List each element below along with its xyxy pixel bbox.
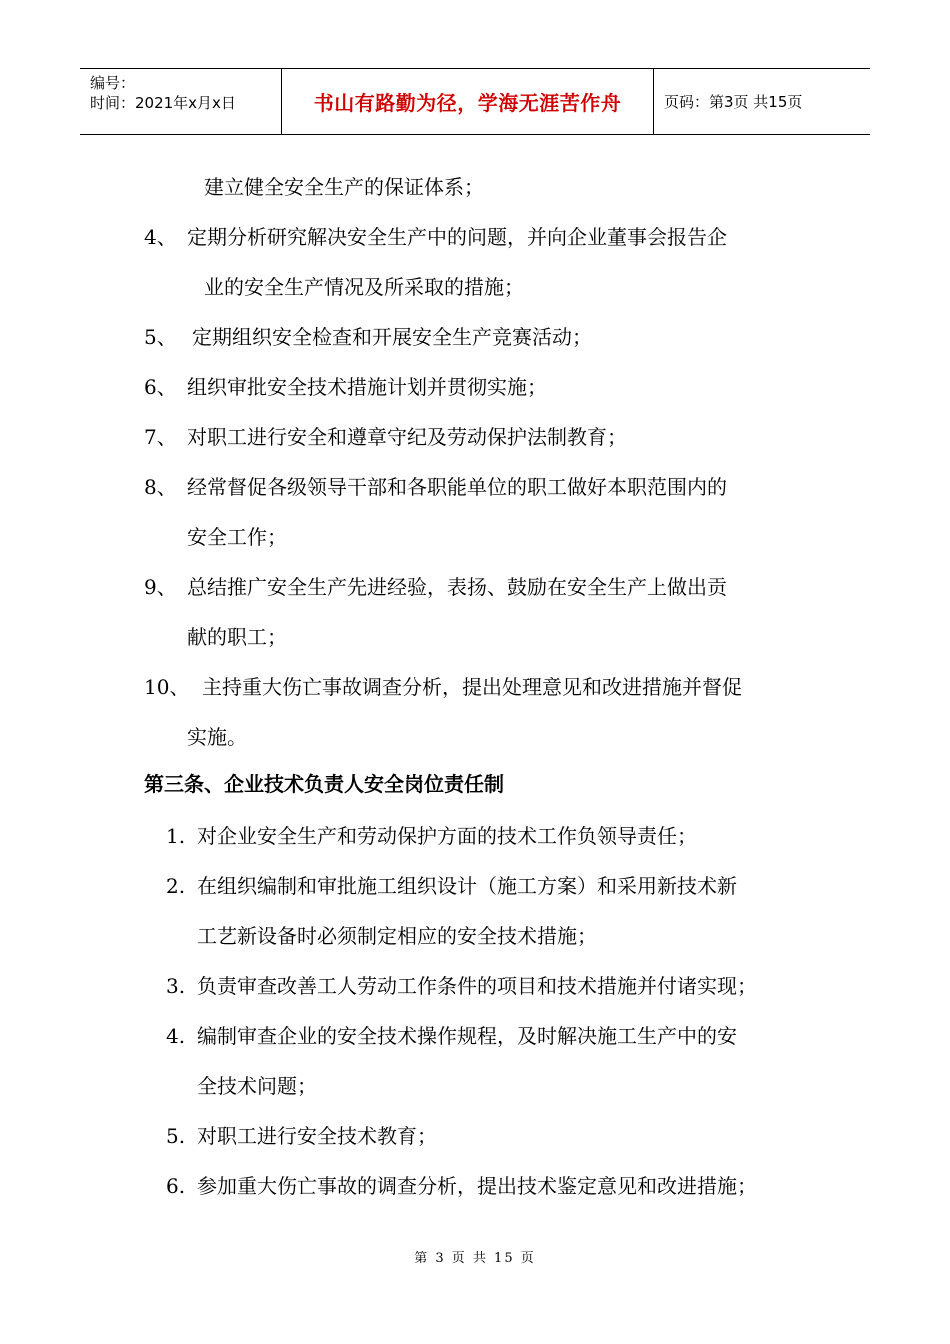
list-item-number: 4、 bbox=[144, 225, 177, 249]
header-page-info: 页码：第3页 共15页 bbox=[664, 93, 803, 111]
list-item-text: 总结推广安全生产先进经验，表扬、鼓励在安全生产上做出贡 bbox=[187, 575, 727, 599]
list-item-text: 全技术问题； bbox=[197, 1074, 317, 1098]
header-motto: 书山有路勤为径，学海无涯苦作舟 bbox=[313, 91, 622, 115]
list-item-number: 4. bbox=[166, 1024, 186, 1048]
list-item-text: 工艺新设备时必须制定相应的安全技术措施； bbox=[197, 924, 597, 948]
list-item-text: 业的安全生产情况及所采取的措施； bbox=[204, 275, 524, 299]
list-item-number: 6、 bbox=[144, 375, 177, 399]
list-item-number: 7、 bbox=[144, 425, 177, 449]
list-item-number: 5、 bbox=[144, 325, 177, 349]
list-item-text: 定期组织安全检查和开展安全生产竞赛活动； bbox=[192, 325, 592, 349]
list-item-text: 组织审批安全技术措施计划并贯彻实施； bbox=[187, 375, 547, 399]
header-number-label: 编号： bbox=[90, 74, 136, 92]
list-item-text: 编制审查企业的安全技术操作规程，及时解决施工生产中的安 bbox=[197, 1024, 737, 1048]
list-item-text: 参加重大伤亡事故的调查分析，提出技术鉴定意见和改进措施； bbox=[197, 1174, 757, 1198]
list-item-text: 定期分析研究解决安全生产中的问题，并向企业董事会报告企 bbox=[187, 225, 727, 249]
list-item-text: 献的职工； bbox=[187, 625, 287, 649]
list-item-number: 10、 bbox=[144, 675, 190, 699]
list-item-number: 6. bbox=[166, 1174, 186, 1198]
list-item-number: 9、 bbox=[144, 575, 177, 599]
list-item-text: 主持重大伤亡事故调查分析，提出处理意见和改进措施并督促 bbox=[202, 675, 742, 699]
list-item-number: 2. bbox=[166, 874, 186, 898]
list-item-text: 在组织编制和审批施工组织设计（施工方案）和采用新技术新 bbox=[197, 874, 737, 898]
header-motto-cell bbox=[282, 69, 654, 134]
list-item-text: 对企业安全生产和劳动保护方面的技术工作负领导责任； bbox=[197, 824, 697, 848]
header-time-label: 时间：2021年x月x日 bbox=[90, 94, 236, 112]
list-item-number: 1. bbox=[166, 824, 186, 848]
header-meta bbox=[80, 69, 282, 134]
page-header bbox=[80, 68, 870, 135]
list-item-number: 8、 bbox=[144, 475, 177, 499]
continuation-line: 建立健全安全生产的保证体系； bbox=[204, 175, 484, 199]
list-item-text: 对职工进行安全技术教育； bbox=[197, 1124, 437, 1148]
list-item-text: 经常督促各级领导干部和各职能单位的职工做好本职范围内的 bbox=[187, 475, 727, 499]
page-footer: 第 3 页 共 15 页 bbox=[414, 1251, 536, 1266]
list-item-text: 安全工作； bbox=[187, 525, 287, 549]
list-item-text: 负责审查改善工人劳动工作条件的项目和技术措施并付诸实现； bbox=[197, 974, 757, 998]
list-item-number: 5. bbox=[166, 1124, 186, 1148]
list-item-number: 3. bbox=[166, 974, 186, 998]
list-item-text: 实施。 bbox=[187, 725, 247, 749]
list-item-text: 对职工进行安全和遵章守纪及劳动保护法制教育； bbox=[187, 425, 627, 449]
section-heading: 第三条、企业技术负责人安全岗位责任制 bbox=[144, 772, 504, 796]
